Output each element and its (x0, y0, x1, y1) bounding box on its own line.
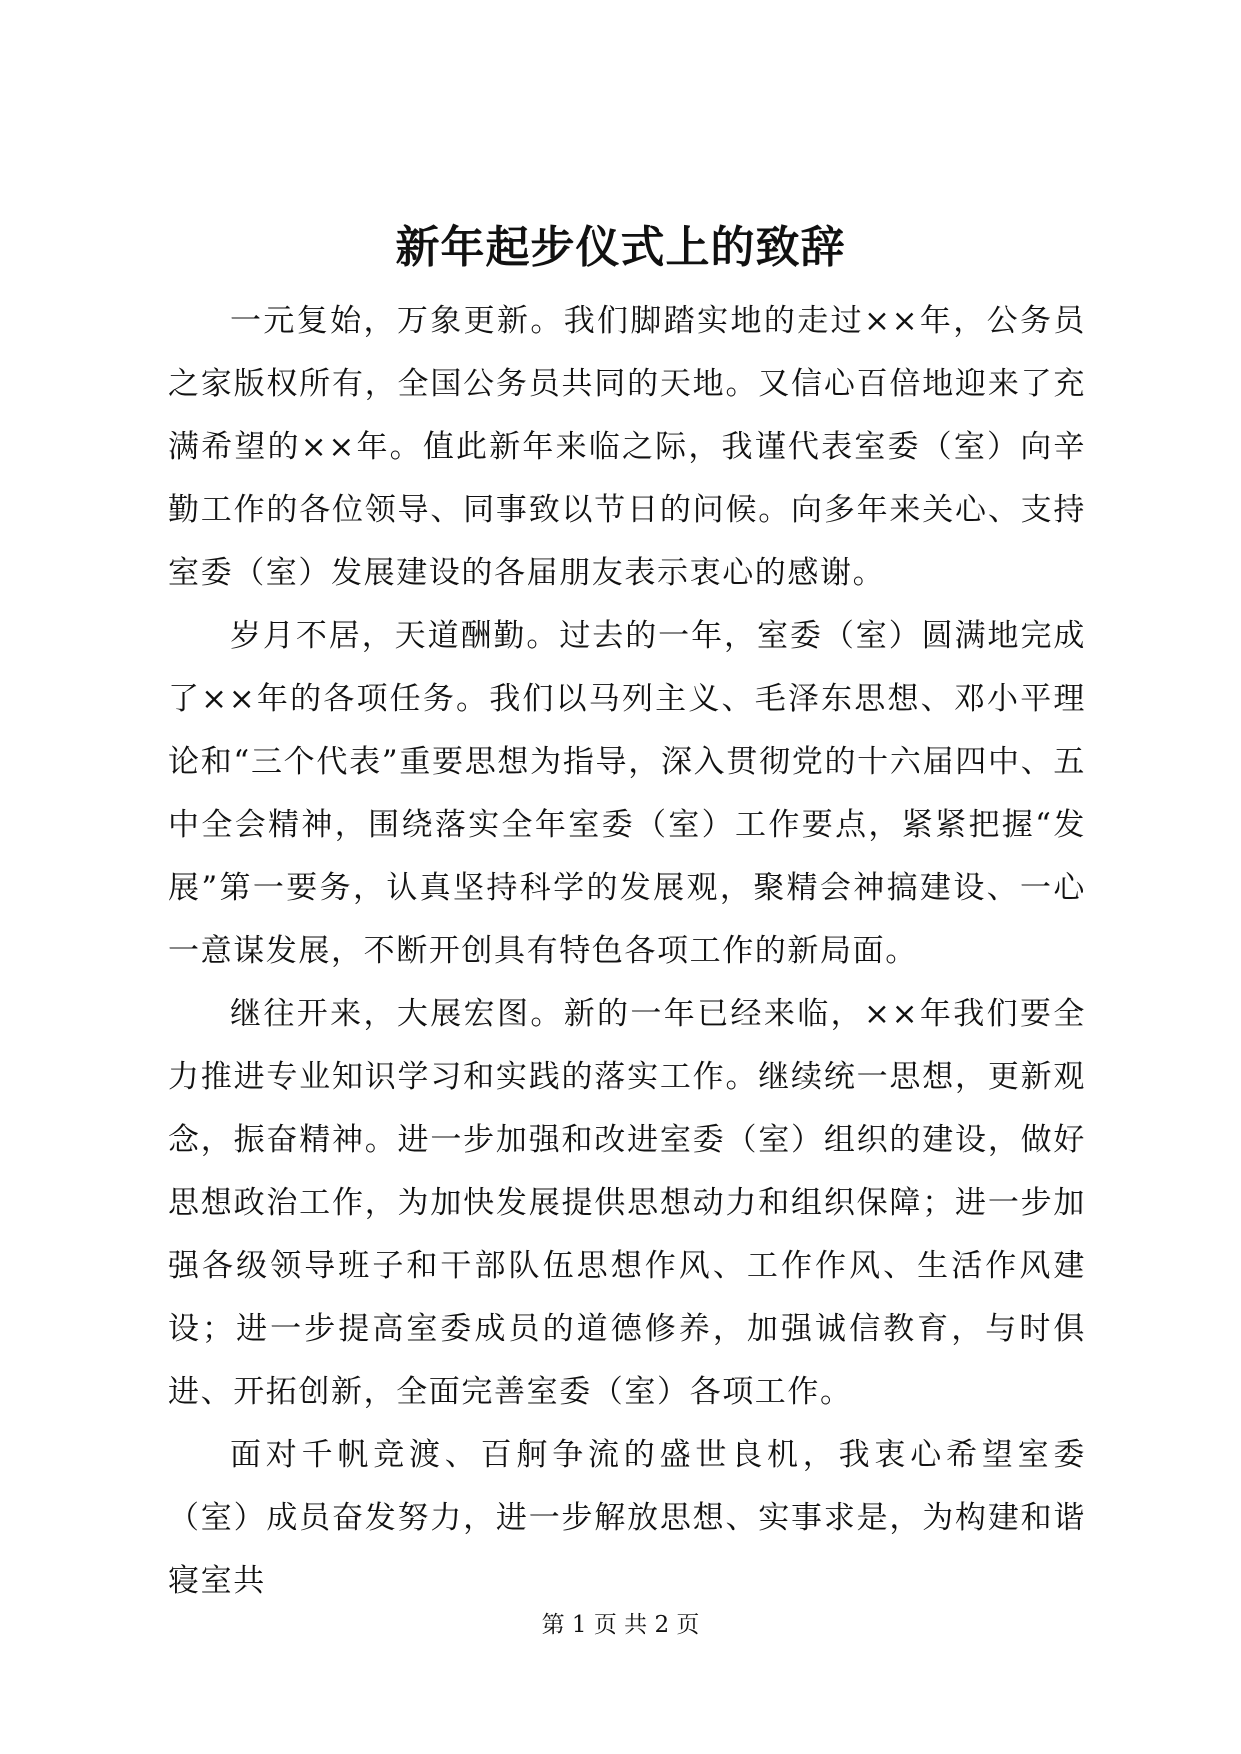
paragraph-3: 继往开来，大展宏图。新的一年已经来临，××年我们要全力推进专业知识学习和实践的落实工作。继续统一思想，更新观念，振奋精神。进一步加强和改进室委（室）组织的建设，做好思想政治工作，为加快发展提供思想动力和组织保障；进一步加强各级领导班子和干部队伍思想作风、工作作风、生活作风建设；进一步提高室委成员的道德修养，加强诚信教育，与时俱进、开拓创新，全面完善室委（室）各项工作。 (168, 996, 1086, 1410)
paragraph-2: 岁月不居，天道酬勤。过去的一年，室委（室）圆满地完成了××年的各项任务。我们以马列主义、毛泽东思想、邓小平理论和“三个代表”重要思想为指导，深入贯彻党的十六届四中、五中全会精神，围绕落实全年室委（室）工作要点，紧紧把握“发展”第一要务，认真坚持科学的发展观，聚精会神搞建设、一心一意谋发展，不断开创具有特色各项工作的新局面。 (168, 618, 1086, 969)
document-title: 新年起步仪式上的致辞 (395, 222, 846, 273)
page-footer: 第 1 页 共 2 页 (541, 1612, 700, 1638)
document-body (168, 290, 1086, 1613)
paragraph-4: 面对千帆竞渡、百舸争流的盛世良机，我衷心希望室委（室）成员奋发努力，进一步解放思想、实事求是，为构建和谐寝室共 (168, 1437, 1086, 1599)
paragraph-1: 一元复始，万象更新。我们脚踏实地的走过××年，公务员之家版权所有，全国公务员共同的天地。又信心百倍地迎来了充满希望的××年。值此新年来临之际，我谨代表室委（室）向辛勤工作的各位领导、同事致以节日的问候。向多年来关心、支持室委（室）发展建设的各届朋友表示衷心的感谢。 (168, 303, 1086, 591)
